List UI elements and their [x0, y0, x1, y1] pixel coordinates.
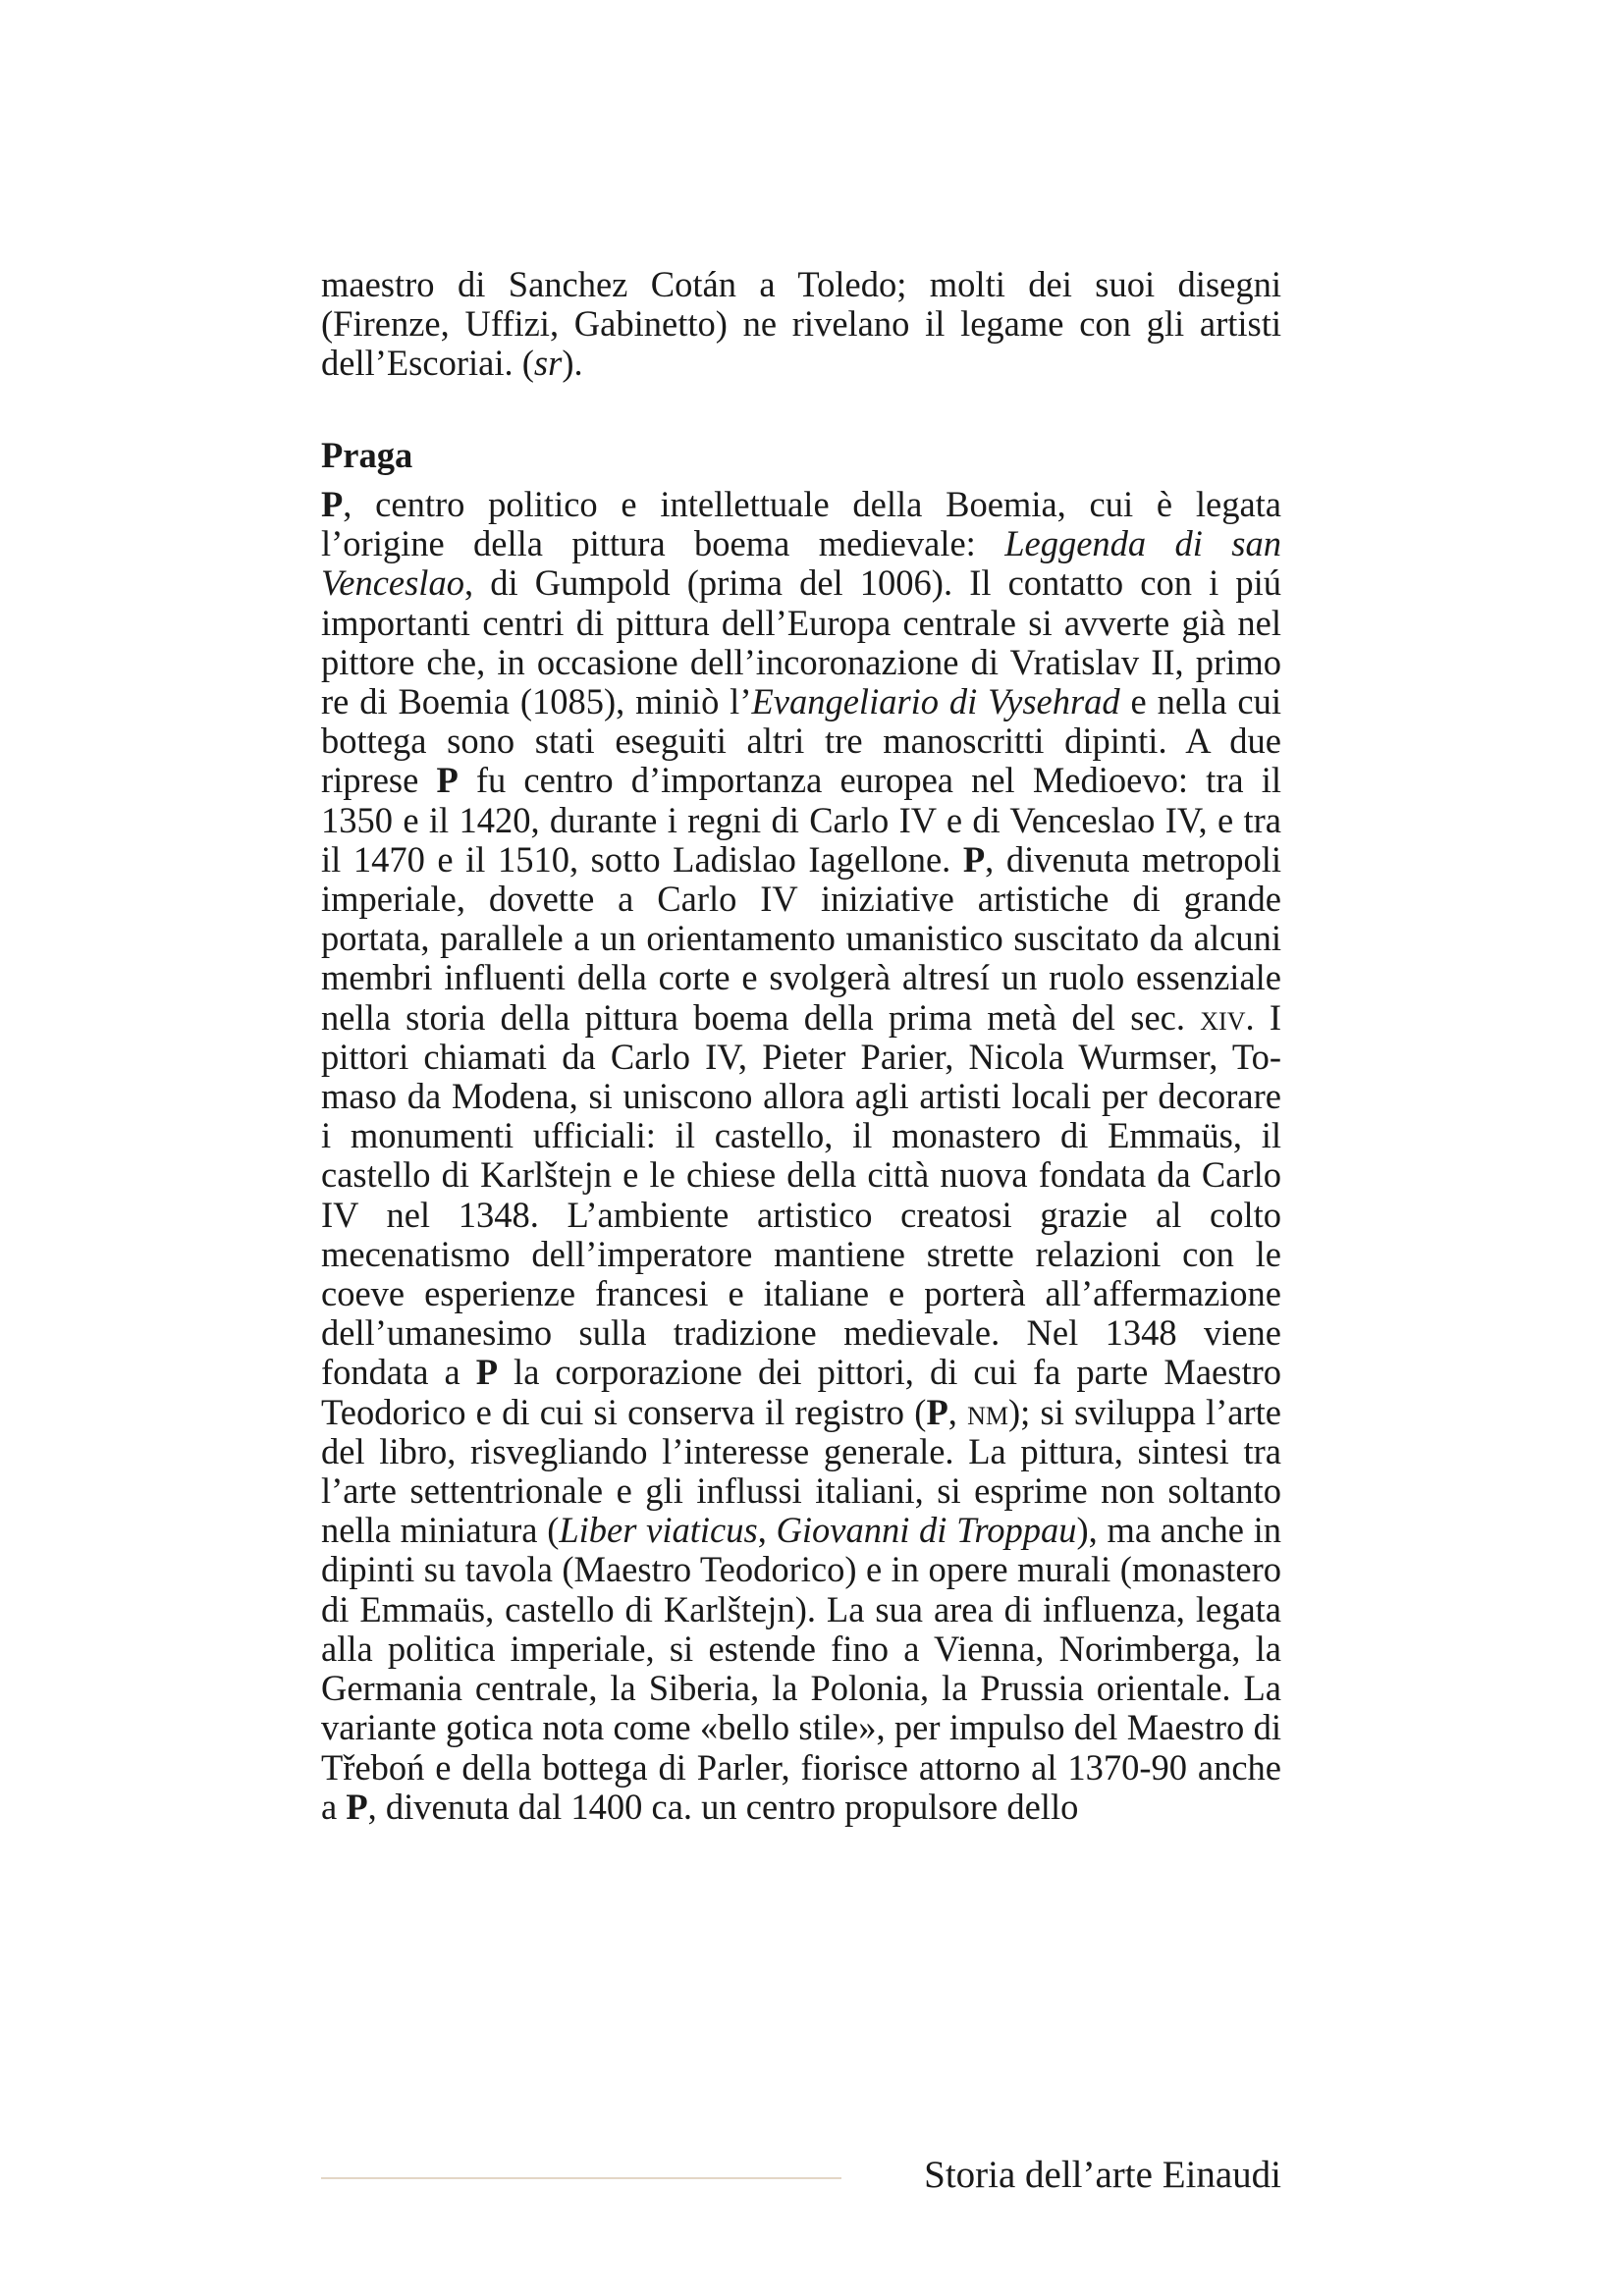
author-initials: sr	[533, 343, 563, 384]
entry-abbreviation: P	[436, 760, 459, 801]
entry-body	[321, 485, 1281, 1827]
work-title: Evangeliario di Vysehrad	[751, 681, 1120, 722]
entry-text: . I pittori chiamati da Carlo IV, Pieter Parier, Nicola Wurmser, To-maso da Modena, si uniscono allora agli artisti locali per decorare i monumenti ufficiali: il castello, il monastero di Emmaüs, il castello di Karlštejn e le chiese della città nuova fondata da Carlo IV nel 1348. L’ambiente artistico creatosi grazie al colto mecenatismo dell’imperatore mantiene strette relazioni con le coeve esperienze francesi e italiane e porterà all’affermazione dell’umanesimo sulla tradizione medievale. Nel 1348 viene fondata a	[321, 996, 1282, 1393]
entry-text: ,	[947, 1391, 968, 1432]
entry-paragraph	[321, 485, 1281, 1827]
intro-text-part: ).	[562, 343, 583, 384]
work-title: Leggenda di san Venceslao	[321, 523, 1281, 604]
entry-text: la corporazione dei pittori, di cui fa parte Maestro Teodorico e di cui si conserva il registro (	[321, 1352, 1281, 1432]
work-title: Giovanni di Troppau	[776, 1510, 1077, 1551]
entry-abbreviation: P	[346, 1786, 368, 1827]
entry-text: fu centro d’importanza europea nel Medioevo: tra il 1350 e il 1420, durante i regni di Carlo IV e di Venceslao IV, e tra il 1470 e il 1510, sotto Ladislao Iagellone.	[321, 760, 1282, 880]
footer-title: Storia dell’arte Einaudi	[924, 2154, 1281, 2196]
entry-text: , divenuta dal 1400 ca. un centro propulsore dello	[367, 1786, 1079, 1827]
entry-text: , divenuta metropoli imperiale, dovette a Carlo IV iniziative artistiche di grande portata, parallele a un orientamento umanistico suscitato da alcuni membri influenti della corte e svolgerà altresí un ruolo essenziale nella storia della pittura boema della prima metà del sec.	[321, 838, 1281, 1038]
entry-abbreviation: P	[926, 1391, 948, 1432]
entry-heading: Praga	[321, 435, 413, 475]
entry-text: , centro politico e intellettuale della Boemia, cui è legata l’origine della pittura boema medievale:	[321, 484, 1281, 564]
entry-text: ), ma anche in dipinti su tavola (Maestro Teodorico) e in opere murali (monastero di Emmaüs, castello di Karlštejn). La sua area di influenza, legata alla politica imperiale, si estende fino a Vienna, Norimberga, la Germania centrale, la Siberia, la Polonia, la Prussia orientale. La variante gotica nota come «bello stile», per impulso del Maestro di Třeboń e della bottega di Parler, fiorisce attorno al 1370-90 anche a	[321, 1510, 1281, 1827]
work-title: Liber viaticus	[559, 1510, 758, 1551]
intro-paragraph	[321, 265, 1281, 384]
entry-text: ,	[757, 1510, 777, 1551]
entry-text: , di Gumpold (prima del 1006). Il contatto con i piú importanti centri di pittura dell’Europa centrale si avverte già nel pittore che, in occasione dell’incoronazione di Vratislav II, primo re di Boemia (1085), miniò l’	[321, 562, 1281, 722]
intro-text	[321, 265, 1281, 384]
entry-abbreviation: P	[475, 1352, 499, 1393]
entry-text: e nella cui bottega sono stati eseguiti altri tre manoscritti dipinti. A due riprese	[321, 681, 1281, 801]
entry-abbreviation: P	[321, 484, 344, 524]
century-numeral: xiv	[1200, 996, 1246, 1038]
entry-abbreviation: P	[962, 838, 986, 880]
entry-text: ); si sviluppa l’arte del libro, risvegliando l’interesse generale. La pittura, sintesi tra l’arte settentrionale e gli influssi italiani, si esprime non soltanto nella miniatura (	[321, 1391, 1281, 1551]
museum-abbreviation: nm	[967, 1391, 1008, 1432]
footer-rule	[321, 2177, 841, 2179]
intro-text-part: maestro di Sanchez Cotán a Toledo; molti dei suoi disegni (Firenze, Uffizi, Gabinetto) ne rivelano il legame con gli artisti dell’Escoriai. (	[321, 264, 1281, 384]
